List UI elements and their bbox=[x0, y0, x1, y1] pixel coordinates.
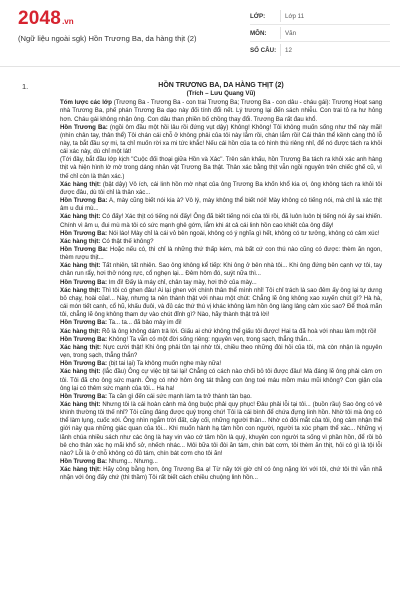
dialogue-text: Tất nhiên, tất nhiên. Sao ông không kể tiếp: Khi ông ở bên nhà tôi... Khi ông đứng bên cạnh vợ tôi, tay chân run rẩy, hơi thở nóng rực, cổ nghẹn lại... Đêm hôm đó, suýt nữa thì... bbox=[60, 262, 382, 278]
dialogue-text: Có đấy! Xác thịt có tiếng nói đấy! Ông đã biết tiếng nói của tôi rồi, đã luôn luôn bị tiếng nói ấy sai khiến. Chính vì âm u, đui mù mà tôi có sức mạnh ghê gớm, lắm khi át cả cái linh hồn cao khiết của ông đấy! bbox=[60, 213, 382, 229]
dialogue-text: Ta cần gì đến cái sức mạnh làm ta trở thành tàn bạo. bbox=[107, 392, 252, 400]
speaker-name: Hồn Trương Ba: bbox=[60, 123, 108, 131]
dialogue-line bbox=[60, 246, 382, 262]
meta-label: MÔN: bbox=[250, 29, 267, 37]
dialogue-text: (bật dậy) Vô ích, cái linh hồn mờ nhạt của ông Trương Ba khốn khổ kia ơi, ông không tách ra khỏi tôi được đâu, dù tôi chỉ là thân xác... bbox=[60, 180, 382, 196]
dialogue-text: (bịt tai lại) Ta không muốn nghe mày nữa! bbox=[107, 360, 222, 368]
lesson-text bbox=[60, 82, 382, 483]
dialogue-line bbox=[60, 328, 382, 336]
dialogue-line bbox=[60, 213, 382, 229]
dialogue-text: Không! Ta vẫn có một đời sống riêng: nguyên vẹn, trong sạch, thẳng thắn... bbox=[107, 335, 313, 343]
speaker-name: Xác hàng thịt: bbox=[60, 237, 101, 245]
dialogue-line bbox=[60, 279, 382, 287]
dialogue-line bbox=[60, 401, 382, 458]
meta-value: 12 bbox=[285, 46, 292, 54]
meta-label: LỚP: bbox=[250, 12, 266, 20]
meta-value: Lớp 11 bbox=[285, 12, 305, 20]
speaker-name: Hồn Trương Ba: bbox=[60, 458, 107, 466]
dialogue-line bbox=[60, 368, 382, 392]
speaker-name: Xác hàng thịt: bbox=[60, 327, 101, 335]
dialogue-text: (Tới đây, bắt đầu lớp kịch "Cuộc đối thoại giữa Hồn và Xác". Trên sân khấu, hồn Trương Ba tách ra khỏi xác anh hàng thịt và hiện hình lờ mờ trong dáng nhân vật Trương Ba thật. Thân xác bằng thịt vẫn ngồi nguyên trên chiếc ghế cũ, vì thế chỉ còn là thân xác.) bbox=[60, 156, 382, 180]
meta-divider bbox=[280, 44, 281, 56]
dialogue-line bbox=[60, 458, 382, 466]
speaker-name: Xác hàng thịt: bbox=[60, 180, 101, 188]
dialogue-line bbox=[60, 238, 382, 246]
question-number: 1. bbox=[22, 82, 29, 91]
meta-row-question-count bbox=[250, 42, 390, 58]
dialogue-text: Ta... ta... đã bảo mày im đi! bbox=[107, 319, 182, 327]
speaker-name: Xác hàng thịt: bbox=[60, 262, 101, 270]
dialogue-text: (lắc đầu) Ông cự việc bịt tai lại! Chẳng có cách nào chối bỏ tôi được đâu! Mà đáng lẽ ông phải cảm ơn tôi. Tôi đã cho ông sức mạnh. Ông có nhớ hôm ông tát thằng con ông toé máu mồm máu mũi không? Con giận của ông lại có thêm sức mạnh của tôi... Ha ha! bbox=[60, 368, 382, 392]
speaker-name: Hồn Trương Ba: bbox=[60, 229, 107, 237]
speaker-name: Xác hàng thịt: bbox=[60, 286, 101, 294]
speaker-name: Hồn Trương Ba: bbox=[60, 246, 108, 254]
dialogue bbox=[60, 99, 382, 482]
dialogue-line bbox=[60, 336, 382, 344]
meta-divider bbox=[280, 27, 281, 39]
dialogue-line bbox=[60, 156, 382, 180]
dialogue-text: Hãy công bằng hơn, ông Trương Ba ạ! Từ nãy tới giờ chỉ có ông nặng lời với tôi, chứ tôi thì vẫn nhã nhặn với ông đấy chứ (thì thầm) Tôi rất biết cách chiều chuộng linh hồn... bbox=[60, 466, 382, 482]
speaker-name: Hồn Trương Ba: bbox=[60, 335, 107, 343]
dialogue-text: (ngồi ôm đầu một hồi lâu rồi đứng vụt dậy) Không! Không! Tôi không muốn sống như thế này mãi! (nhìn chân tay, thân thể) Tôi chán cái chỗ ở không phải của tôi này lắm rồi, chán lắm rồi! Cái thân thể kềnh càng thô lỗ này, ta bắt đầu sợ mi, ta chỉ muốn rời xa mi tức khắc! Nếu cái hồn của ta có hình thù riêng nhỉ, để nó được tách ra khỏi cái xác này, dù chỉ một lát! bbox=[60, 123, 382, 156]
dialogue-line bbox=[60, 181, 382, 197]
lesson-title: HỒN TRƯƠNG BA, DA HÀNG THỊT (2) bbox=[158, 82, 284, 89]
speaker-name: Xác hàng thịt: bbox=[60, 343, 102, 351]
dialogue-line bbox=[60, 393, 382, 401]
speaker-name: Hồn Trương Ba: bbox=[60, 278, 107, 286]
document-title: (Ngữ liệu ngoài sgk) Hồn Trương Ba, da hàng thịt (2) bbox=[18, 34, 197, 43]
dialogue-text: Im đi! Đấy là máy chỉ, chân tay mày, hơi thở của mày... bbox=[107, 278, 257, 286]
meta-label: SỐ CÂU: bbox=[250, 46, 277, 54]
dialogue-text: Rõ là ông không dám trả lời. Giấu ai chứ không thể giấu tôi được! Hai ta đã hoà với nhau làm một rồi! bbox=[100, 327, 377, 335]
dialogue-line bbox=[60, 319, 382, 327]
meta-row-subject bbox=[250, 25, 390, 42]
dialogue-text: Hoặc nếu có, thì chỉ là những thứ thấp kém, mà bất cứ con thú nào cũng có được: thèm ăn ngon, thèm rượu thịt... bbox=[60, 246, 382, 262]
dialogue-line bbox=[60, 99, 382, 123]
dialogue-line bbox=[60, 466, 382, 482]
page-header bbox=[0, 0, 400, 67]
logo-text: 2048 bbox=[18, 8, 62, 29]
speaker-name: Hồn Trương Ba: bbox=[60, 360, 107, 368]
meta-divider bbox=[280, 10, 281, 22]
dialogue-line bbox=[60, 360, 382, 368]
dialogue-text: Nhưng... Nhưng... bbox=[107, 458, 158, 466]
dialogue-line bbox=[60, 197, 382, 213]
meta-value: Văn bbox=[285, 29, 297, 37]
site-logo[interactable] bbox=[18, 8, 74, 30]
document-meta bbox=[250, 8, 390, 58]
meta-row-class bbox=[250, 8, 390, 25]
speaker-name: Hồn Trương Ba: bbox=[60, 197, 108, 205]
dialogue-text: (Trương Ba - Trương Ba - con trai Trương Ba; Trương Ba - con dâu - cháu gái): Trương Hoạt sang nhà Trương Ba, phế phán Trương Ba dạo này đối tính đổi nết. Lý trương lại đến sách nhiễu. Con trai tỏ ra hư hỏng hơn. Cháu gái không nhận ông. Con dâu than phiền bố chồng thay đổi. Trương Ba rất đau khổ. bbox=[60, 99, 382, 123]
speaker-name: Xác hàng thịt: bbox=[60, 213, 101, 221]
dialogue-text: Có thật thế không? bbox=[100, 237, 154, 245]
speaker-name: Xác hàng thịt: bbox=[60, 466, 102, 474]
dialogue-text: Nói láo! Mày chỉ là cái vỏ bên ngoài, không có ý nghĩa gì hết, không có tư tưởng, không có cảm xúc! bbox=[107, 229, 380, 237]
speaker-name: Tóm lược các lớp bbox=[60, 99, 112, 107]
speaker-name: Hồn Trương Ba: bbox=[60, 392, 107, 400]
dialogue-text: Nực cười thật! Khi ông phải tồn tại nhờ tôi, chiều theo những đòi hỏi của tôi, mà còn nhận là nguyên vẹn, trong sạch, thẳng thắn? bbox=[60, 343, 382, 360]
dialogue-line bbox=[60, 230, 382, 238]
dialogue-text: Nhưng tôi là cái hoàn cảnh mà ông buộc phải quy phục! Đâu phải lỗi tại tôi... (buồn rầu) Sao ông có vẻ khinh thường tôi thế nhỉ? Tôi cũng đáng được quý trọng chứ! Tôi là cái bình để chứa đựng linh hồn. Nhờ tôi mà ông có thể làm lụng, cuốc xới. Ông nhìn ngắm trời đất, cây cối, những người thân... Nhờ có đôi mắt của tôi, ông cảm nhận thế giới này qua những giác quan của tôi... Khi muốn hành hạ tâm hồn con người, người ta xúc phạm thể xác... Những vị lãnh chúa nhiều sách như các ông là hay vin vào cớ tâm hồn là quý, khuyên con người ta sống vì phần hồn, để rồi bỏ bê cho thân xác họ mãi khổ sở, nhếch nhác... Môi bữa tôi đòi ăn tám, chín bát cơm, tôi thèm ăn thịt, hỏi có gì là tội lỗi nào? Lỗi là ở chỗ không có đủ tám, chín bát cơm cho tôi ăn! bbox=[60, 400, 382, 457]
speaker-name: Xác hàng thịt: bbox=[60, 400, 101, 408]
logo-suffix: .vn bbox=[62, 17, 74, 26]
lesson-subtitle: (Trích – Lưu Quang Vũ) bbox=[186, 90, 256, 97]
document-content bbox=[0, 74, 400, 600]
speaker-name: Xác hàng thịt: bbox=[60, 368, 101, 376]
dialogue-text: A, mày cũng biết nói kia à? Vô lý, mày không thể biết nói! Mày không có tiếng nói, mà chỉ là xác thịt âm u đui mù... bbox=[60, 197, 382, 213]
dialogue-line bbox=[60, 262, 382, 278]
dialogue-line bbox=[60, 124, 382, 157]
dialogue-line bbox=[60, 344, 382, 360]
dialogue-text: Thì tôi có ghen đâu! Ai lại ghen với chính thân thể mình nhỉ! Tôi chỉ trách là sao đêm ấy ông lại tự dưng bỏ chạy, hoài của!... Này, nhưng ta nên thành thật với nhau một chút: Chẳng lẽ ông không xao xuyến chút gì? Hà hà, cái món tiết canh, cổ hũ, khấu đuôi, và đủ các thứ thú vị khác không làm hồn ông làng lâng cảm xúc sao? Để thoả mãn tôi, chẳng lẽ ông không tham dự vào chút đỉnh gì? Nào, hãy thành thật trả lời! bbox=[60, 286, 382, 319]
speaker-name: Hồn Trương Ba: bbox=[60, 319, 107, 327]
dialogue-line bbox=[60, 287, 382, 320]
